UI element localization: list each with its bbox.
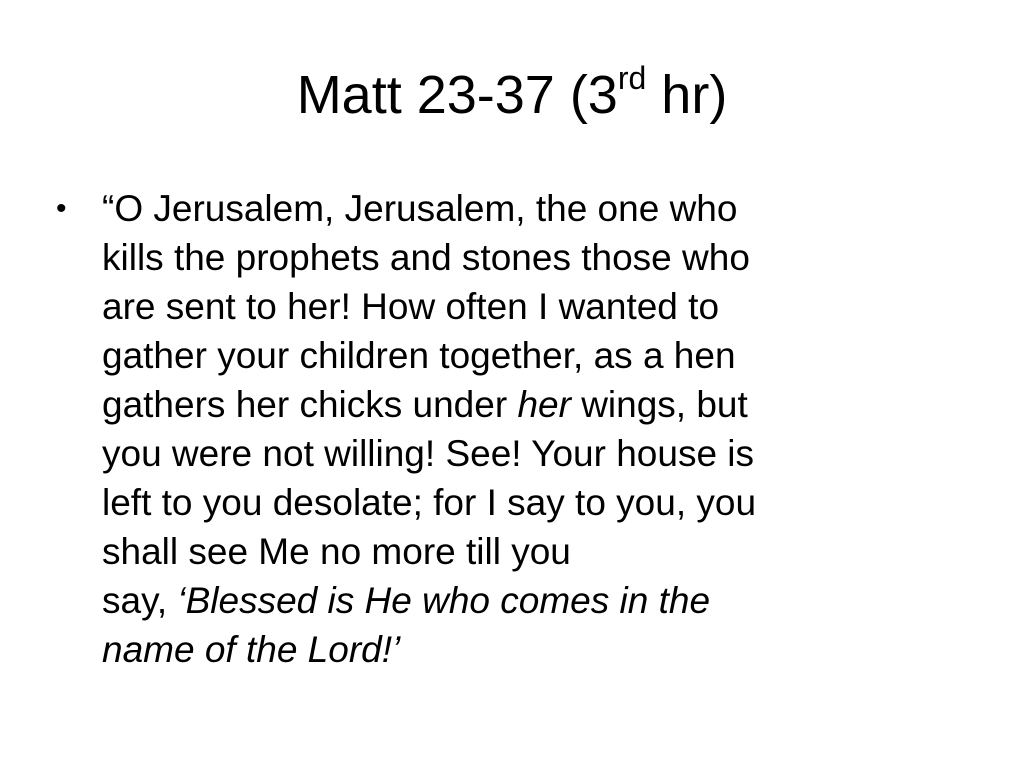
paragraph-line xyxy=(102,380,922,429)
title-end: hr) xyxy=(646,65,728,125)
italic-text-segment: name of the Lord!’ xyxy=(102,629,401,670)
text-segment: kills the prophets and stones those who xyxy=(102,237,750,278)
italic-text-segment: her xyxy=(517,384,571,425)
paragraph-line xyxy=(102,282,922,331)
text-segment: shall see Me no more till you xyxy=(102,531,571,572)
text-segment: you were not willing! See! Your house is xyxy=(102,433,755,474)
text-segment: say, xyxy=(102,580,178,621)
text-segment: gathers her chicks under xyxy=(102,384,518,425)
paragraph-line xyxy=(102,527,922,576)
text-segment: are sent to her! How often I wanted to xyxy=(102,286,720,327)
paragraph-line xyxy=(102,233,922,282)
italic-text-segment: ‘Blessed is He who comes in the xyxy=(177,580,711,621)
paragraph-line xyxy=(102,184,922,233)
paragraph-line xyxy=(102,576,922,625)
title-superscript: rd xyxy=(617,60,647,96)
text-segment: “O Jerusalem, Jerusalem, the one who xyxy=(102,188,738,229)
bullet-paragraph xyxy=(102,184,922,674)
text-segment: gather your children together, as a hen xyxy=(102,335,736,376)
text-segment: wings, but xyxy=(570,384,748,425)
paragraph-line xyxy=(102,478,922,527)
paragraph-line xyxy=(102,331,922,380)
title-text: Matt 23-37 (3 xyxy=(296,65,618,125)
paragraph-line xyxy=(102,625,922,674)
slide-title xyxy=(0,62,1024,128)
bullet-icon: • xyxy=(56,192,67,225)
paragraph-line xyxy=(102,429,922,478)
text-segment: left to you desolate; for I say to you, you xyxy=(102,482,757,523)
